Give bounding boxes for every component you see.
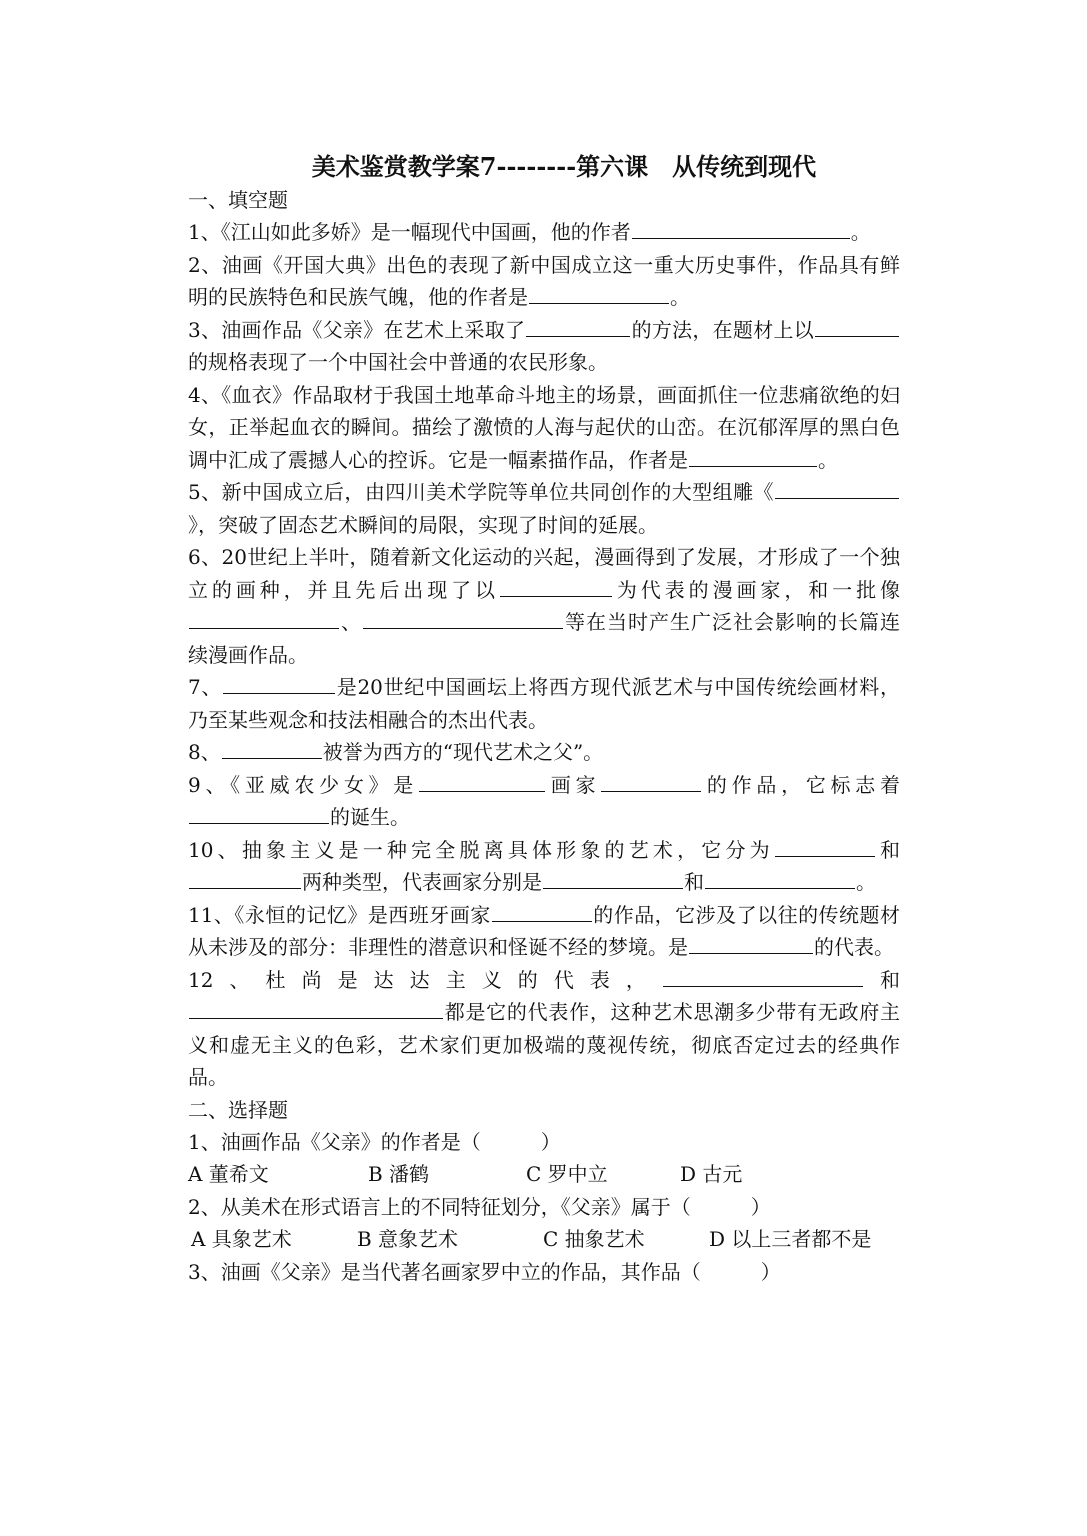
option-c[interactable]: C 抽象艺术 [543,1227,645,1251]
question-text: 3、油画作品《父亲》在艺术上采取了 [188,317,526,342]
question-text: 。 [818,447,838,472]
question-text: 是20世纪中国画坛上将西方现代派艺术与中国传统绘画材料，乃至某些观念和技法相融合的杰出代表。 [188,675,900,732]
question-text: 为代表的漫画家，和一批像 [612,577,901,602]
question-text: 。 [850,220,871,244]
question-text: 和 [863,967,901,992]
answer-blank[interactable] [689,931,813,954]
option-d[interactable]: D 以上三者都不是 [709,1227,872,1251]
choice-question-1: 1、油画作品《父亲》的作者是（ ） [188,1129,561,1154]
answer-blank[interactable] [526,314,630,337]
answer-blank[interactable] [705,866,855,889]
question-text: 和 [875,837,901,862]
question-text: 被誉为西方的“现代艺术之父”。 [322,740,604,764]
fill-question-12 [188,964,900,1094]
question-text: 8、 [188,740,221,764]
option-a[interactable]: A 董希文 [188,1162,269,1186]
fill-question-6 [188,541,900,671]
question-text: 11、《永恒的记忆》是西班牙画家 [188,902,491,927]
answer-blank[interactable] [815,314,899,337]
answer-blank[interactable] [500,574,612,597]
answer-blank[interactable] [689,444,817,467]
question-text: 10、抽象主义是一种完全脱离具体形象的艺术，它分为 [188,837,774,862]
option-a[interactable]: A 具象艺术 [191,1227,292,1251]
question-text: 》，突破了固态艺术瞬间的局限，实现了时间的延展。 [188,512,658,537]
answer-blank[interactable] [189,606,339,629]
question-text: 1、《江山如此多娇》是一幅现代中国画，他的作者 [188,220,631,244]
fill-question-9 [188,769,900,834]
question-text: 4、《血衣》作品取材于我国土地革命斗地主的场景，画面抓住一位悲痛欲绝的妇女，正举起血衣的瞬间。描绘了激愤的人海与起伏的山峦。在沉郁浑厚的黑白色调中汇成了震撼人心的控诉。它是一幅素描作品，作者是 [188,382,900,472]
question-text: 9、《亚威农少女》是 [188,772,418,797]
question-text: 画家 [546,772,601,797]
question-text: 和 [684,870,704,894]
question-text: 都是它的代表作，这种艺术思潮多少带有无政府主义和虚无主义的色彩，艺术家们更加极端的蔑视传统，彻底否定过去的经典作品。 [188,1000,900,1089]
question-text: 的方法，在题材上以 [631,317,815,342]
answer-blank[interactable] [222,736,322,759]
option-b[interactable]: B 意象艺术 [357,1227,459,1251]
answer-blank[interactable] [529,281,669,304]
fill-question-4 [188,379,900,477]
question-text: 两种类型，代表画家分别是 [302,870,542,894]
question-text: 、 [340,610,362,634]
answer-blank[interactable] [775,834,875,857]
fill-question-1 [188,216,900,249]
page-title: 美术鉴赏教学案7--------第六课 从传统到现代 [311,152,817,181]
answer-blank[interactable] [189,866,301,889]
fill-question-3 [188,314,900,379]
answer-blank[interactable] [632,216,850,239]
question-text: 的作品，它标志着 [702,772,901,797]
question-text: 12、杜尚是达达主义的代表， [188,967,662,992]
question-text: 的规格表现了一个中国社会中普通的农民形象。 [188,350,608,374]
choice-question-2: 2、从美术在形式语言上的不同特征划分，《父亲》属于（ ） [188,1194,771,1219]
option-b[interactable]: B 潘鹤 [368,1162,430,1186]
answer-blank[interactable] [663,964,863,987]
question-text: 的代表。 [814,935,894,959]
question-text: 5、新中国成立后，由四川美术学院等单位共同创作的大型组雕《 [188,480,774,504]
section-heading-fill: 一、填空题 [188,188,288,212]
answer-blank[interactable] [775,476,899,499]
answer-blank[interactable] [189,996,443,1019]
fill-question-8 [188,736,900,769]
answer-blank[interactable] [223,671,335,694]
answer-blank[interactable] [189,801,329,824]
question-text: 的诞生。 [330,805,410,829]
answer-blank[interactable] [492,899,592,922]
fill-question-5 [188,476,900,541]
question-text: 6、20世纪上半叶，随着新文化运动的兴起，漫画得到了发展，才形成了一个独立的画种，并且先后出现了以 [188,545,900,602]
answer-blank[interactable] [601,769,701,792]
question-text: 等在当时产生广泛社会影响的长篇连续漫画作品。 [188,610,900,667]
worksheet-page [188,150,900,1288]
question-text: 2、油画《开国大典》出色的表现了新中国成立这一重大历史事件，作品具有鲜明的民族特色和民族气魄，他的作者是 [188,252,900,309]
fill-question-7 [188,671,900,736]
question-text: 。 [670,285,690,309]
answer-blank[interactable] [363,606,563,629]
choice-question-3: 3、油画《父亲》是当代著名画家罗中立的作品，其作品（ ） [188,1259,781,1284]
question-text: 。 [856,870,876,894]
question-text: 7、 [188,675,223,699]
choice-options-2 [188,1223,900,1256]
option-c[interactable]: C 罗中立 [526,1162,608,1186]
answer-blank[interactable] [543,866,683,889]
option-d[interactable]: D 古元 [680,1162,743,1186]
choice-options-1 [188,1158,900,1191]
section-heading-choice: 二、选择题 [188,1097,288,1122]
answer-blank[interactable] [419,769,545,792]
fill-question-10 [188,834,900,899]
fill-question-2 [188,249,900,314]
fill-question-11 [188,899,900,964]
question-text: 的作品，它涉及了以往的传统题材从未涉及的部分：非理性的潜意识和怪诞不经的梦境。是 [188,902,901,959]
